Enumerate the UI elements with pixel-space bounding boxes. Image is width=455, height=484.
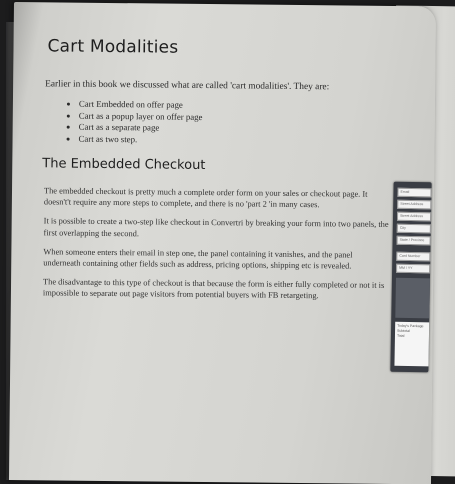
- modalities-list: [45, 98, 390, 148]
- section-heading: The Embedded Checkout: [42, 156, 206, 174]
- order-summary-panel: [394, 322, 429, 367]
- summary-line: Subtotal: [397, 328, 410, 333]
- form-field: City: [397, 224, 431, 234]
- list-item: • Cart Embedded on offer page: [79, 99, 390, 114]
- paragraph: The disadvantage to this type of checkout is that because the form is either fully completed or not it is impossible to separate out page visitors from potential buyers with FB retargeting.: [42, 277, 385, 301]
- list-item: • Cart as a popup layer on offer page: [79, 110, 390, 125]
- chapter-heading: Cart Modalities: [47, 36, 179, 58]
- book-page: [9, 2, 436, 484]
- page-content: [43, 36, 391, 302]
- paragraph: The embedded checkout is pretty much a complete order form on your sales or checkout page. It doesn't't require any more steps to complete, and there is no 'part 2 'in many cases.: [43, 186, 368, 210]
- form-field: MM / YY: [396, 264, 430, 274]
- form-field: Card Number: [396, 252, 430, 262]
- list-item: • Cart as a separate page: [79, 122, 390, 137]
- intro-paragraph: Earlier in this book we discussed what are called 'cart modalities'. They are:: [45, 79, 330, 93]
- list-item: • Cart as two step.: [79, 133, 390, 148]
- product-image: [395, 278, 430, 319]
- form-field: State / Province: [397, 236, 431, 246]
- summary-line: Today's Package: [397, 323, 424, 329]
- form-field: Email: [397, 188, 431, 198]
- form-field: Street Address: [397, 200, 431, 210]
- summary-line: Total: [396, 333, 405, 338]
- paragraph: It is possible to create a two-step like checkout in Convertri by breaking your form into two panels, the first overlapping the second.: [43, 216, 389, 238]
- paragraph: When someone enters their email in step one, the panel containing it vanishes, and the panel underneath containing other fields such as address, pricing options, shipping etc is revealed.: [43, 247, 353, 271]
- form-field: Street Address: [397, 212, 431, 222]
- checkout-form-screenshot: [390, 182, 431, 373]
